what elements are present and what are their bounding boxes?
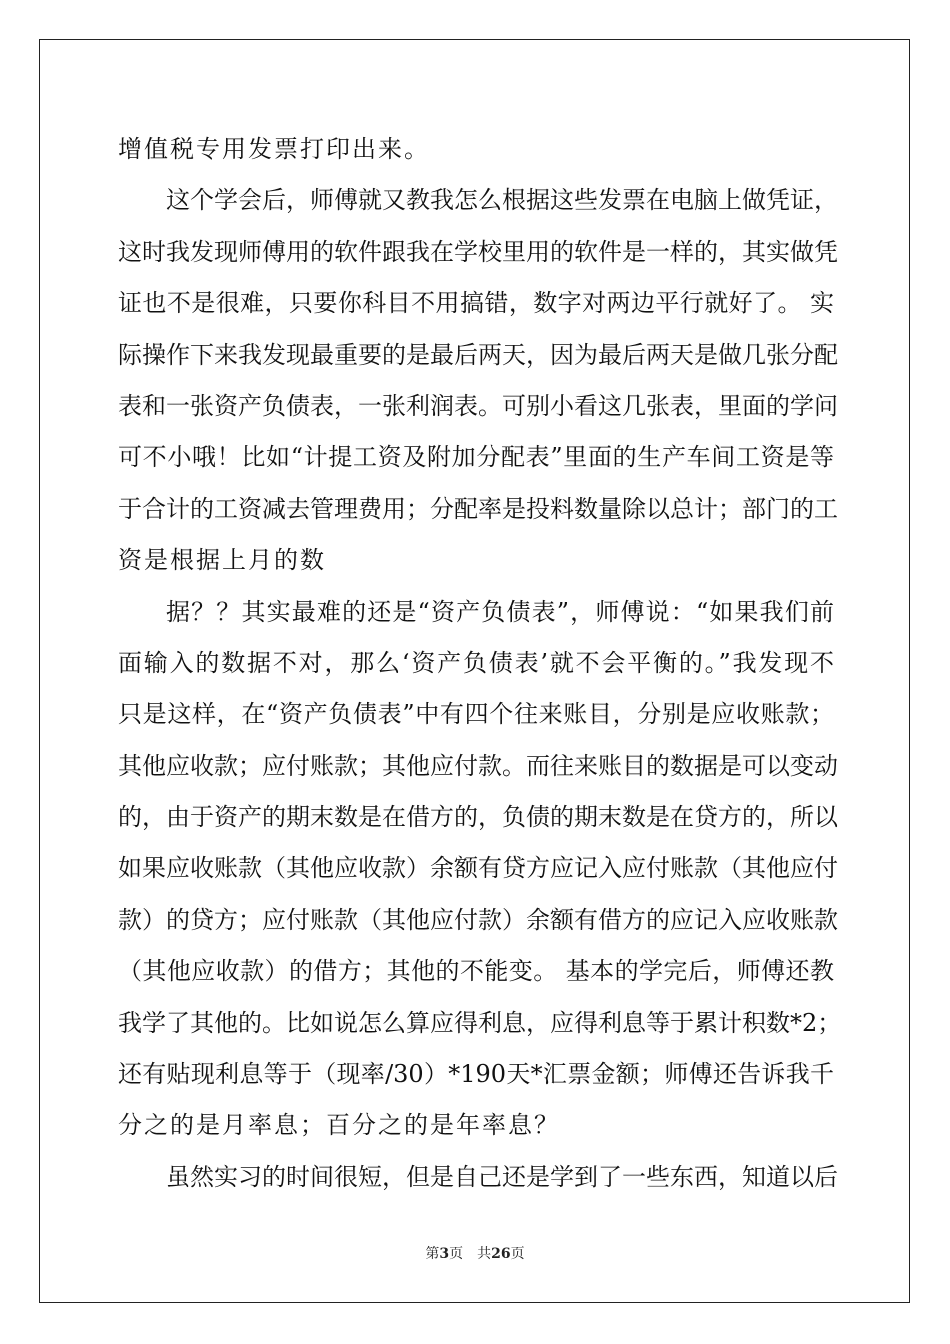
text-line: 际操作下来我发现最重要的是最后两天，因为最后两天是做几张分配 — [118, 340, 838, 369]
text-line: 分之的是月率息；百分之的是年率息？ — [118, 1111, 560, 1140]
text-line: 还有贴现利息等于（现率/30）*190天*汇票金额；师傅还告诉我千 — [118, 1060, 834, 1089]
page-footer — [0, 1245, 950, 1263]
text-line: 证也不是很难，只要你科目不用搞错，数字对两边平行就好了。 实 — [118, 289, 834, 318]
text-line: 可不小哦！比如“计提工资及附加分配表”里面的生产车间工资是等 — [118, 443, 834, 472]
text-line: 这时我发现师傅用的软件跟我在学校里用的软件是一样的，其实做凭 — [118, 237, 838, 266]
text-line: 表和一张资产负债表，一张利润表。可别小看这几张表，里面的学问 — [118, 391, 838, 420]
text-line: 款）的贷方；应付账款（其他应付款）余额有借方的应记入应收账款 — [118, 905, 838, 934]
text-line: 面输入的数据不对，那么‘资产负债表’就不会平衡的。”我发现不 — [118, 648, 834, 677]
text-line: 增值税专用发票打印出来。 — [118, 135, 430, 163]
text-line: 只是这样，在“资产负债表”中有四个往来账目，分别是应收账款； — [118, 700, 834, 729]
text-line: 的，由于资产的期末数是在借方的，负债的期末数是在贷方的，所以 — [118, 803, 838, 832]
footer-page-number: 3 — [439, 1246, 450, 1262]
footer-total-suffix: 页 — [510, 1246, 525, 1262]
text-line: 虽然实习的时间很短，但是自己还是学到了一些东西，知道以后 — [166, 1162, 838, 1191]
footer-total-prefix: 共 — [477, 1246, 492, 1262]
footer-page-suffix: 页 — [449, 1246, 464, 1262]
text-line: 据？？其实最难的还是“资产负债表”，师傅说：“如果我们前 — [166, 597, 834, 626]
text-line: 资是根据上月的数 — [118, 546, 326, 575]
text-line: 其他应收款；应付账款；其他应付款。而往来账目的数据是可以变动 — [118, 751, 838, 780]
text-line: 这个学会后，师傅就又教我怎么根据这些发票在电脑上做凭证， — [166, 186, 838, 215]
text-line: （其他应收款）的借方；其他的不能变。 基本的学完后，师傅还教 — [118, 957, 834, 986]
text-line: 我学了其他的。比如说怎么算应得利息，应得利息等于累计积数*2； — [118, 1008, 842, 1037]
footer-prefix: 第 — [425, 1246, 440, 1262]
document-body — [118, 124, 842, 1203]
text-line: 于合计的工资减去管理费用；分配率是投料数量除以总计；部门的工 — [118, 494, 838, 523]
text-line: 如果应收账款（其他应收款）余额有贷方应记入应付账款（其他应付 — [118, 854, 838, 883]
footer-total-pages: 26 — [491, 1246, 511, 1262]
